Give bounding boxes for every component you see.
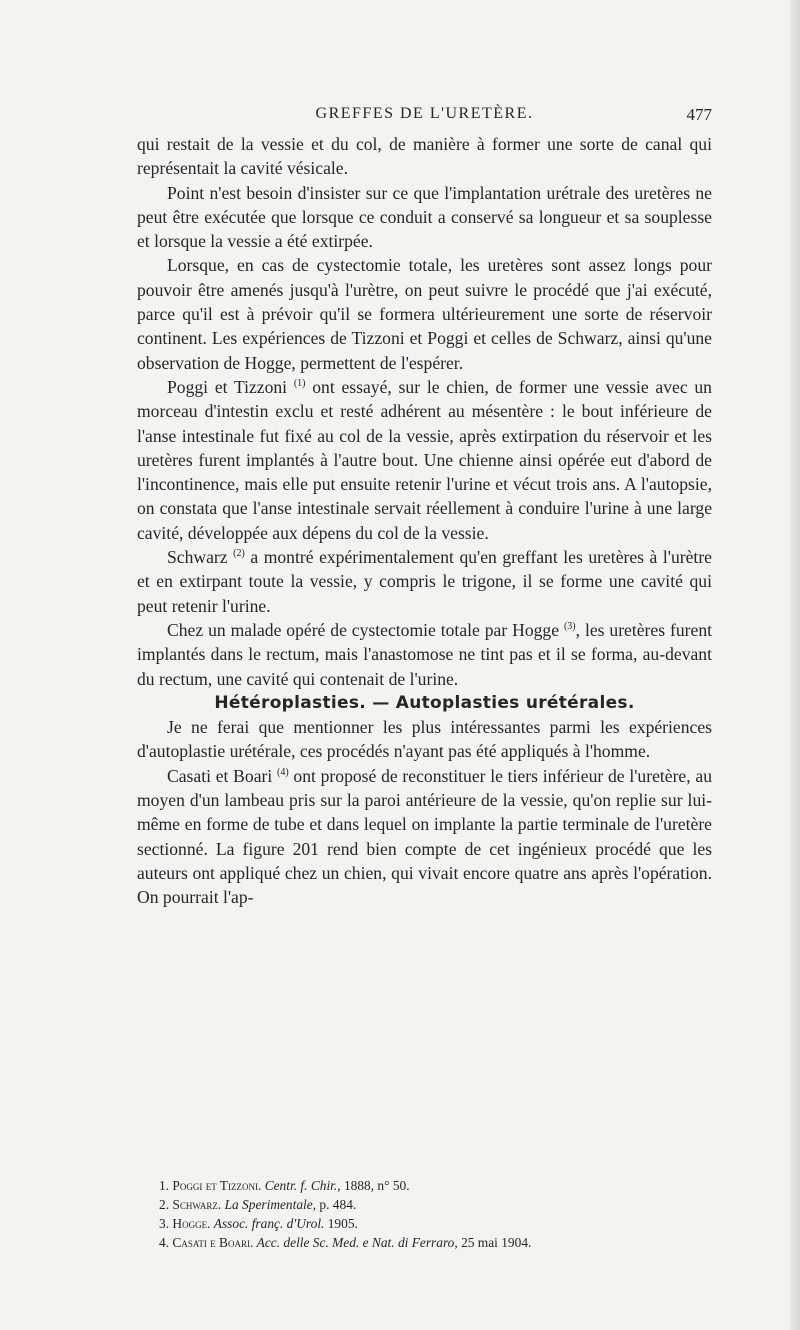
- footnote-number: 2.: [159, 1197, 170, 1212]
- footnote-ref: (1): [293, 378, 306, 390]
- footnote-details: 1905.: [324, 1216, 358, 1231]
- paragraph-text: , les uretères furent implantés dans le rectum, mais l'anastomose ne tint pas et il se forma, au-devant du rectum, une cavité qui contenait de l'urine.: [137, 619, 713, 689]
- paragraph-text: Casati et Boari: [167, 765, 277, 786]
- footnote-ref: (3): [563, 621, 576, 633]
- footnote-1: [137, 1176, 712, 1195]
- page-edge-shadow: [790, 0, 800, 1330]
- running-title: GREFFES DE L'URETÈRE.: [315, 105, 534, 122]
- paragraph-1: [137, 132, 712, 181]
- footnote-4: [137, 1233, 712, 1252]
- footnote-source: Centr. f. Chir.: [264, 1178, 338, 1193]
- paragraph-text: Je ne ferai que mentionner les plus intéressantes parmi les expériences d'autoplastie urétérale, ces procédés n'ayant pas été appliqués à l'homme.: [137, 717, 712, 762]
- footnote-ref: (4): [277, 766, 289, 778]
- paragraph-text: Chez un malade opéré de cystectomie totale par Hogge: [167, 619, 564, 640]
- footnote-2: [137, 1195, 712, 1214]
- paragraph-text: a montré expérimentalement qu'en greffant les uretères à l'urètre et en extirpant toute la vessie, y compris le trigone, il se forme une cavité qui peut retenir l'urine.: [137, 547, 712, 616]
- footnote-number: 4.: [159, 1235, 170, 1250]
- paragraph-7: [137, 715, 712, 764]
- paragraph-2: [137, 181, 712, 254]
- paragraph-text: ont proposé de reconstituer le tiers inférieur de l'uretère, au moyen d'un lambeau pris sur la paroi antérieure de la vessie, qu'on replie sur lui-même en forme de tube et dans lequel on implante la partie terminale de l'uretère sectionné. La figure 201 rend bien compte de cet ingénieux procédé que les auteurs ont appliqué chez un chien, qui vivait encore quatre ans après l'opération. On pourrait l'ap-: [137, 765, 712, 908]
- footnote-details: , 25 mai 1904.: [454, 1235, 532, 1250]
- footnote-details: , p. 484.: [312, 1197, 357, 1212]
- paragraph-text: Schwarz: [167, 547, 234, 568]
- footnote-source: Acc. delle Sc. Med. e Nat. di Ferraro: [256, 1235, 455, 1250]
- footnote-source: La Sperimentale: [224, 1197, 313, 1212]
- footnote-details: , 1888, n° 50.: [337, 1178, 410, 1193]
- paragraph-4: [137, 375, 712, 545]
- page-header: [137, 103, 712, 129]
- page-number: 477: [686, 105, 712, 124]
- footnote-author: Schwarz.: [172, 1197, 222, 1212]
- paragraph-6: [137, 618, 712, 691]
- footnote-3: [137, 1214, 712, 1233]
- paragraph-3: [137, 253, 712, 374]
- footnote-author: Casati e Boari.: [172, 1235, 254, 1250]
- footnotes: [137, 1176, 712, 1252]
- paragraph-text: qui restait de la vessie et du col, de manière à former une sorte de canal qui représentait la cavité vésicale.: [137, 134, 712, 179]
- footnote-number: 3.: [159, 1216, 170, 1231]
- paragraph-text: Lorsque, en cas de cystectomie totale, les uretères sont assez longs pour pouvoir être amenés jusqu'à l'urètre, on peut suivre le procédé que j'ai exécuté, parce qu'il est à prévoir qu'il se formera ultérieurement une sorte de réservoir continent. Les expériences de Tizzoni et Poggi et celles de Schwarz, ainsi qu'une observation de Hogge, permettent de l'espérer.: [137, 255, 712, 373]
- section-heading: Hétéroplasties. — Autoplasties urétérales.: [214, 692, 635, 713]
- paragraph-5: [137, 545, 712, 618]
- footnote-number: 1.: [159, 1178, 170, 1193]
- paragraph-text: Point n'est besoin d'insister sur ce que l'implantation urétrale des uretères ne peut être exécutée que lorsque ce conduit a conservé sa longueur et sa souplesse et lorsque la vessie a été extirpée.: [137, 182, 712, 252]
- paragraph-text: Poggi et Tizzoni: [167, 376, 294, 397]
- paragraph-8: [137, 764, 712, 910]
- footnote-source: Assoc. franç. d'Urol.: [213, 1216, 325, 1231]
- body-text: [137, 132, 712, 910]
- footnote-author: Hogge.: [172, 1216, 211, 1231]
- footnote-ref: (2): [233, 548, 245, 560]
- footnote-author: Poggi et Tizzoni.: [172, 1178, 262, 1193]
- paragraph-text: ont essayé, sur le chien, de former une vessie avec un morceau d'intestin exclu et resté adhérent au mésentère : le bout inférieure de l'anse intestinale fut fixé au col de la vessie, après extirpation du réservoir et les uretères furent implantés à l'autre bout. Une chienne ainsi opérée eut d'abord de l'incontinence, mais elle put ensuite retenir l'urine et vécut trois ans. A l'autopsie, on constata que l'anse intestinale servait réellement à conduire l'urine à une large cavité, développée aux dépens du col de la vessie.: [137, 376, 712, 543]
